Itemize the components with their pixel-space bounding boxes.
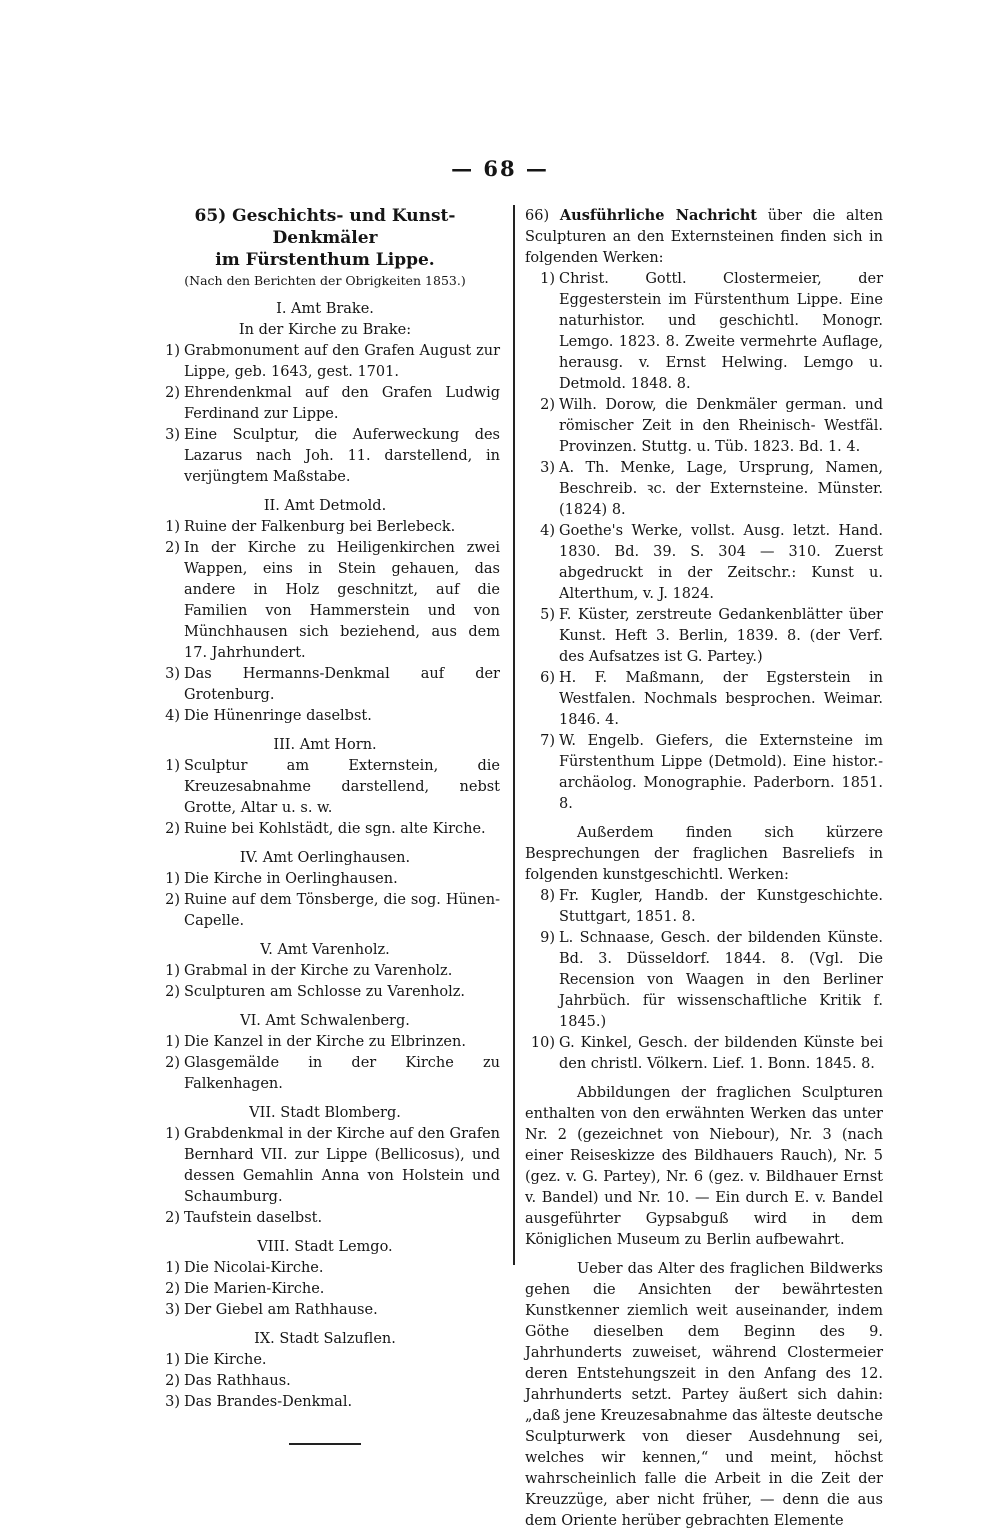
intro-text: über die alten Sculpturen an den Externsteinen finden sich in folgenden Werken: [525,208,883,266]
list-item [150,1300,500,1321]
list-item-number: 1) [165,1352,180,1368]
list-item-text: Sculptur am Externstein, die Kreuzesabnahme darstellend, nebst Grotte, Altar u. s. w. [184,758,500,816]
list-item-text: Ehrendenkmal auf den Grafen Ludwig Ferdinand zur Lippe. [184,385,500,422]
list-item-number: 1) [165,963,180,979]
list-item-number: 4) [540,523,555,539]
list-item-text: Die Kirche. [184,1352,267,1368]
section-subtitle: (Nach den Berichten der Obrigkeiten 1853.) [184,273,466,288]
list-item-number: 5) [540,607,555,623]
section-heading: II. Amt Detmold. [263,498,387,514]
section-heading: IX. Stadt Salzuflen. [254,1331,396,1347]
list-item-text: F. Küster, zerstreute Gedankenblätter über Kunst. Heft 3. Berlin, 1839. 8. (der Verf. des Aufsatzes ist G. Partey.) [559,607,883,665]
section-heading: V. Amt Varenholz. [260,942,390,958]
end-rule [289,1443,361,1445]
list-item-text: H. F. Maßmann, der Egsterstein in Westfalen. Nochmals besprochen. Weimar. 1846. 4. [559,670,883,728]
list-item [150,982,500,1003]
list-item-text: Wilh. Dorow, die Denkmäler german. und römischer Zeit in den Rheinisch- Westfäl. Provinzen. Stuttg. u. Tüb. 1823. Bd. 1. 4. [559,397,883,455]
list-item [150,706,500,727]
list-item-text: Grabdenkmal in der Kirche auf den Grafen Bernhard VII. zur Lippe (Bellicosus), und dessen Gemahlin Anna von Holstein und Schaumburg. [184,1126,500,1205]
right-column [525,205,883,1532]
list-item-text: Eine Sculptur, die Auferweckung des Lazarus nach Joh. 11. darstellend, in verjüngtem Maßstabe. [184,427,500,485]
list-item-text: Der Giebel am Rathhause. [184,1302,378,1318]
section-heading: IV. Amt Oerlinghausen. [239,850,411,866]
list-item-number: 3) [165,427,180,443]
list-item [150,1124,500,1208]
list-item [150,756,500,819]
list-item-text: Fr. Kugler, Handb. der Kunstgeschichte. Stuttgart, 1851. 8. [559,888,883,925]
section-subheading: In der Kirche zu Brake: [238,322,412,338]
list-item-number: 2) [165,1281,180,1297]
list-item-number: 2) [165,1373,180,1389]
list-item-number: 3) [165,1302,180,1318]
list-item [150,1350,500,1371]
paragraph-illustrations: Abbildungen der fraglichen Sculpturen enthalten von den erwähnten Werken das unter Nr. 2 (gezeichnet von Niebour), Nr. 3 (nach einer Reiseskizze des Bildhauers Rauch), Nr. 5 (gez. v. G. Partey), Nr. 6 (gez. v. Bildhauer Ernst v. Bandel) und Nr. 10. — Ein durch E. v. Bandel ausgeführter Gypsabguß wird in dem Königlichen Museum zu Berlin aufbewahrt. [525,1085,883,1248]
list-item [525,1033,883,1075]
section-heading: VIII. Stadt Lemgo. [257,1239,393,1255]
list-item-text: Die Nicolai-Kirche. [184,1260,324,1276]
list-item [150,1371,500,1392]
list-item [150,1032,500,1053]
list-item [150,425,500,488]
list-item-number: 3) [540,460,555,476]
list-item-text: Ruine der Falkenburg bei Berlebeck. [184,519,456,535]
column-divider [513,205,515,1265]
list-item-text: L. Schnaase, Gesch. der bildenden Künste. Bd. 3. Düsseldorf. 1844. 8. (Vgl. Die Recension von Waagen in den Berliner Jahrbüch. für wissenschaftliche Kritik f. 1845.) [559,930,883,1030]
list-item-text: G. Kinkel, Gesch. der bildenden Künste bei den christl. Völkern. Lief. 1. Bonn. 1845. 8. [559,1035,883,1072]
list-item-text: Glasgemälde in der Kirche zu Falkenhagen. [184,1055,500,1092]
list-item-text: In der Kirche zu Heiligenkirchen zwei Wappen, eins in Stein gehauen, das andere in Holz geschnitzt, auf die Familien von Hammerstein und von Münchhausen sich beziehend, aus dem 17. Jahrhundert. [184,540,500,661]
intro-paragraph [525,205,883,269]
list-item [525,521,883,605]
list-item [525,458,883,521]
list-item-text: Das Brandes-Denkmal. [184,1394,353,1410]
section-heading: VII. Stadt Blomberg. [249,1105,401,1121]
list-item-text: Ruine auf dem Tönsberge, die sog. Hünen-Capelle. [184,892,500,929]
section-heading: VI. Amt Schwalenberg. [240,1013,410,1029]
list-item [150,1053,500,1095]
list-item-number: 1) [165,343,180,359]
paragraph-age: Ueber das Alter des fraglichen Bildwerks gehen die Ansichten der bewährtesten Kunstkenner ziemlich weit auseinander, indem Göthe dieselben dem Beginn des 9. Jahrhunderts zuweiset, während Clostermeier deren Entstehungszeit in den Anfang des 12. Jahrhunderts setzt. Partey äußert sich dahin: „daß jene Kreuzesabnahme das älteste deutsche Sculpturwerk von dieser Ausdehnung sei, welches wir kennen,“ und meint, höchst wahrscheinlich falle die Arbeit in die Zeit der Kreuzzüge, aber nicht früher, — denn die aus dem Oriente herüber gebrachten Elemente [525,1261,883,1529]
list-item [150,341,500,383]
list-item-text: Die Marien-Kirche. [184,1281,325,1297]
list-item [150,664,500,706]
left-column [150,205,500,1445]
list-item-text: Die Kirche in Oerlinghausen. [184,871,398,887]
list-item [150,961,500,982]
list-item [525,731,883,815]
list-item-number: 2) [165,892,180,908]
list-item [150,1392,500,1413]
list-item-number: 2) [165,1055,180,1071]
section-heading: I. Amt Brake. [276,301,374,317]
list-item-number: 6) [540,670,555,686]
bibliography-list-a [525,269,883,815]
list-item [150,1258,500,1279]
list-item-number: 1) [165,1034,180,1050]
list-item [150,869,500,890]
list-item-text: Das Rathhaus. [184,1373,291,1389]
list-item-number: 10) [530,1035,555,1051]
list-item-text: Ruine bei Kohlstädt, die sgn. alte Kirche. [184,821,486,837]
list-item-text: Goethe's Werke, vollst. Ausg. letzt. Hand. 1830. Bd. 39. S. 304 — 310. Zuerst abgedruckt in der Zeitschr.: Kunst u. Alterthum, v. J. 1824. [559,523,883,602]
list-item-number: 1) [165,758,180,774]
list-item-number: 2) [165,984,180,1000]
list-item-number: 1) [165,519,180,535]
page-number: — 68 — [451,156,549,181]
list-item-text: Grabmal in der Kirche zu Varenholz. [184,963,453,979]
list-item [150,1208,500,1229]
list-item-number: 2) [165,821,180,837]
list-item [150,890,500,932]
list-item [525,668,883,731]
list-item [150,383,500,425]
list-item-text: Taufstein daselbst. [184,1210,323,1226]
middle-paragraph: Außerdem finden sich kürzere Besprechungen der fraglichen Basreliefs in folgenden kunstgeschichtl. Werken: [525,825,883,883]
section-title-line1: 65) Geschichts- und Kunst-Denkmäler [194,206,456,248]
list-item-number: 4) [165,708,180,724]
list-item-text: Christ. Gottl. Clostermeier, der Eggesterstein im Fürstenthum Lippe. Eine naturhistor. und geschichtl. Monogr. Lemgo. 1823. 8. Zweite vermehrte Auflage, herausg. v. Ernst Helwing. Lemgo u. Detmold. 1848. 8. [559,271,883,392]
bibliography-list-b [525,886,883,1075]
list-item-number: 2) [165,1210,180,1226]
list-item-number: 7) [540,733,555,749]
list-item [150,819,500,840]
list-item-text: Sculpturen am Schlosse zu Varenholz. [184,984,465,1000]
list-item [525,605,883,668]
intro-bold: Ausführliche Nachricht [559,207,757,224]
list-item-number: 2) [165,540,180,556]
list-item-number: 1) [540,271,555,287]
left-sections [150,299,500,1413]
list-item-text: Das Hermanns-Denkmal auf der Grotenburg. [184,666,500,703]
list-item-text: A. Th. Menke, Lage, Ursprung, Namen, Beschreib. ꝛc. der Externsteine. Münster. (1824) 8. [559,460,883,518]
list-item [525,395,883,458]
list-item [150,1279,500,1300]
list-item-text: Die Hünenringe daselbst. [184,708,372,724]
list-item-number: 1) [165,1260,180,1276]
list-item [525,928,883,1033]
list-item-text: W. Engelb. Giefers, die Externsteine im Fürstenthum Lippe (Detmold). Eine histor.-archäolog. Monographie. Paderborn. 1851. 8. [559,733,883,812]
list-item-number: 2) [165,385,180,401]
intro-number: 66) [525,208,550,224]
list-item-number: 8) [540,888,555,904]
list-item [150,517,500,538]
section-title-line2: im Fürstenthum Lippe. [215,250,435,270]
section-heading: III. Amt Horn. [273,737,377,753]
list-item-text: Die Kanzel in der Kirche zu Elbrinzen. [184,1034,466,1050]
list-item [150,538,500,664]
list-item-number: 3) [165,666,180,682]
list-item-text: Grabmonument auf den Grafen August zur Lippe, geb. 1643, gest. 1701. [184,343,500,380]
list-item-number: 9) [540,930,555,946]
list-item [525,886,883,928]
list-item-number: 2) [540,397,555,413]
list-item [525,269,883,395]
list-item-number: 1) [165,871,180,887]
list-item-number: 3) [165,1394,180,1410]
list-item-number: 1) [165,1126,180,1142]
